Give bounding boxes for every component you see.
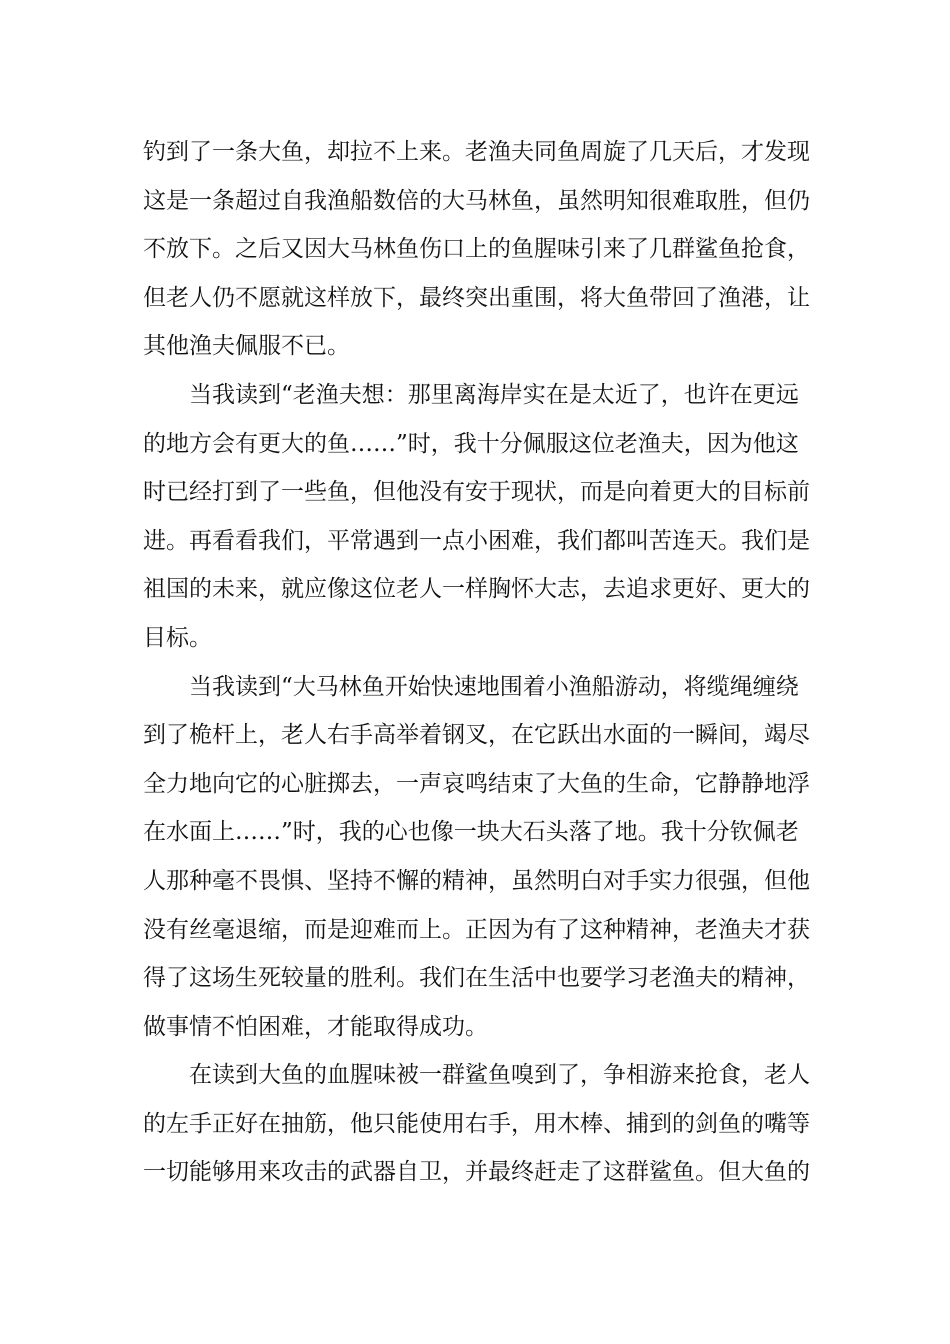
text-line: 祖国的未来，就应像这位老人一样胸怀大志，去追求更好、更大的	[143, 576, 810, 603]
text-line: 一切能够用来攻击的武器自卫，并最终赶走了这群鲨鱼。但大鱼的	[143, 1159, 810, 1186]
paragraph-first-line: 当我读到“大马林鱼开始快速地围着小渔船游动，将缆绳缠绕	[143, 673, 799, 700]
text-line: 进。再看看我们，平常遇到一点小困难，我们都叫苦连天。我们是	[143, 527, 810, 554]
text-line: 没有丝毫退缩，而是迎难而上。正因为有了这种精神，老渔夫才获	[143, 916, 810, 943]
text-line: 在水面上……”时，我的心也像一块大石头落了地。我十分钦佩老	[143, 819, 799, 846]
essay-body	[143, 128, 813, 1197]
text-line: 的左手正好在抽筋，他只能使用右手，用木棒、捕到的剑鱼的嘴等	[143, 1110, 810, 1137]
text-line: 做事情不怕困难，才能取得成功。	[143, 1013, 488, 1040]
text-line: 这是一条超过自我渔船数倍的大马林鱼，虽然明知很难取胜，但仍	[143, 187, 810, 214]
text-line: 其他渔夫佩服不已。	[143, 333, 350, 360]
text-line: 目标。	[143, 624, 212, 651]
text-line: 的地方会有更大的鱼……”时，我十分佩服这位老渔夫，因为他这	[143, 430, 799, 457]
paragraph-first-line: 当我读到“老渔夫想：那里离海岸实在是太近了，也许在更远	[143, 381, 799, 408]
text-line: 时已经打到了一些鱼，但他没有安于现状，而是向着更大的目标前	[143, 479, 810, 506]
text-line: 但老人仍不愿就这样放下，最终突出重围，将大鱼带回了渔港，让	[143, 284, 810, 311]
text-line: 人那种毫不畏惧、坚持不懈的精神，虽然明白对手实力很强，但他	[143, 867, 810, 894]
text-line: 得了这场生死较量的胜利。我们在生活中也要学习老渔夫的精神，	[143, 965, 810, 992]
text-line: 到了桅杆上，老人右手高举着钢叉，在它跃出水面的一瞬间，竭尽	[143, 722, 810, 749]
paragraph-first-line: 在读到大鱼的血腥味被一群鲨鱼嗅到了，争相游来抢食，老人	[143, 1062, 810, 1089]
text-line: 全力地向它的心脏掷去，一声哀鸣结束了大鱼的生命，它静静地浮	[143, 770, 810, 797]
text-line: 钓到了一条大鱼，却拉不上来。老渔夫同鱼周旋了几天后，才发现	[143, 139, 810, 165]
text-line: 不放下。之后又因大马林鱼伤口上的鱼腥味引来了几群鲨鱼抢食，	[143, 236, 810, 263]
